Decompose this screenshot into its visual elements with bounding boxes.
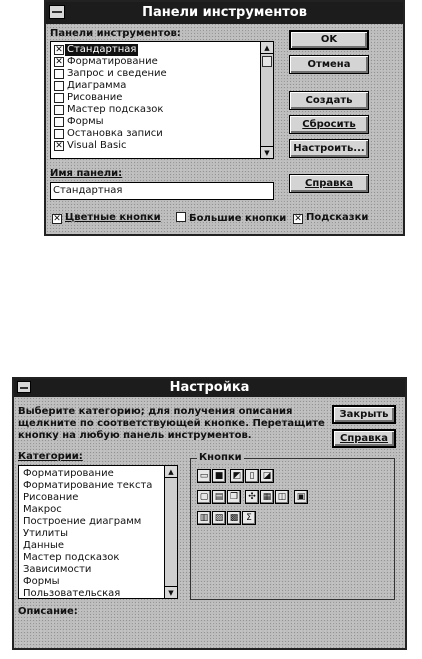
toolbar-list-item-label: Запрос и сведение — [67, 68, 167, 79]
toolbar-list-item-label: Visual Basic — [67, 140, 127, 151]
toolbars-dialog — [44, 0, 405, 236]
unchecked-box-icon[interactable] — [54, 93, 64, 103]
unchecked-box-icon[interactable] — [54, 117, 64, 127]
checked-box-icon[interactable]: ✕ — [55, 141, 63, 151]
preview-icon[interactable]: ◪ — [260, 469, 274, 483]
toolbar-list-item[interactable] — [51, 44, 259, 56]
instructions-line-1: Выберите категорию; для получения описания — [18, 406, 293, 417]
categories-listbox[interactable] — [18, 465, 178, 599]
toolbar-list-item[interactable] — [51, 116, 259, 128]
create-button[interactable]: Создать — [289, 91, 369, 110]
toolbar-list-item[interactable] — [51, 56, 259, 68]
customize-dialog — [12, 377, 407, 650]
new-file-icon[interactable]: ▭ — [197, 469, 211, 483]
category-list-item[interactable] — [19, 588, 163, 599]
toolbar-list-item[interactable] — [51, 80, 259, 92]
color-buttons-label: Цветные кнопки — [65, 212, 161, 223]
category-list-item[interactable] — [19, 480, 163, 492]
instructions-line-3: кнопку на любую панель инструментов. — [18, 430, 252, 441]
table-icon[interactable]: ▦ — [260, 490, 274, 504]
reset-button[interactable]: Сбросить — [289, 115, 369, 134]
copy-icon[interactable]: ❐ — [227, 490, 241, 504]
chart-icon[interactable]: ▨ — [212, 511, 226, 525]
toolbars-title-bar[interactable] — [46, 2, 403, 24]
category-list-item[interactable] — [19, 492, 163, 504]
toolbar-name-input[interactable]: Стандартная — [50, 182, 274, 200]
toolbars-list-label: Панели инструментов: — [50, 28, 181, 39]
scroll-up-icon[interactable]: ▲ — [261, 42, 273, 54]
category-list-item[interactable] — [19, 468, 163, 480]
category-list-item-label: Пользовательская — [23, 588, 121, 599]
category-list-item[interactable] — [19, 576, 163, 588]
window-icon[interactable]: ◫ — [275, 490, 289, 504]
category-list-item-label: Макрос — [23, 504, 62, 515]
unchecked-box-icon[interactable] — [54, 105, 64, 115]
toolbar-list-item-label: Диаграмма — [67, 80, 127, 91]
instructions-line-2: щелкните по соответствующей кнопке. Перетащите — [18, 418, 325, 429]
toolbar-list-item-label: Форматирование — [67, 56, 158, 67]
ok-button[interactable]: OK — [289, 30, 369, 50]
category-list-item[interactable] — [19, 504, 163, 516]
color-buttons-checkbox[interactable] — [52, 212, 161, 224]
close-button[interactable]: Закрыть — [332, 405, 396, 424]
toolbar-list-item[interactable] — [51, 104, 259, 116]
tooltips-check-icon: ✕ — [294, 214, 302, 224]
category-list-item-label: Построение диаграмм — [23, 516, 142, 527]
category-list-item-label: Утилиты — [23, 528, 69, 539]
toolbar-list-item-label: Стандартная — [67, 44, 137, 55]
category-list-item[interactable] — [19, 552, 163, 564]
categories-label: Категории: — [18, 451, 83, 462]
scroll-down-icon[interactable]: ▼ — [165, 586, 177, 598]
toolbar-list-item-label: Остановка записи — [67, 128, 163, 139]
cancel-button[interactable]: Отмена — [289, 55, 369, 74]
customize-title-bar[interactable] — [14, 379, 405, 397]
checked-box-icon[interactable]: ✕ — [55, 57, 63, 67]
toolbar-list-item-label: Формы — [67, 116, 104, 127]
toolbar-list-item[interactable] — [51, 128, 259, 140]
category-list-item-label: Формы — [23, 576, 60, 587]
toolbar-list-item-label: Мастер подсказок — [67, 104, 164, 115]
tools-icon[interactable]: ✣ — [245, 490, 259, 504]
toolbar-list-item[interactable] — [51, 92, 259, 104]
toolbar-list-item-label: Рисование — [67, 92, 123, 103]
category-list-item-label: Рисование — [23, 492, 79, 503]
buttons-group-label: Кнопки — [199, 452, 242, 463]
scroll-down-icon[interactable]: ▼ — [261, 146, 273, 158]
large-buttons-label: Большие кнопки — [189, 213, 287, 224]
checked-box-icon[interactable]: ✕ — [55, 45, 63, 55]
category-list-item[interactable] — [19, 564, 163, 576]
category-list-item-label: Форматирование — [23, 468, 114, 479]
category-list-item-label: Мастер подсказок — [23, 552, 120, 563]
category-list-item[interactable] — [19, 540, 163, 552]
scroll-up-icon[interactable]: ▲ — [165, 466, 177, 478]
category-list-item-label: Зависимости — [23, 564, 92, 575]
save-icon[interactable]: ■ — [212, 469, 226, 483]
category-list-item[interactable] — [19, 528, 163, 540]
grid-icon[interactable]: ▩ — [227, 511, 241, 525]
system-menu-icon[interactable] — [49, 5, 65, 19]
page-icon[interactable]: ▯ — [245, 469, 259, 483]
document-icon[interactable]: ▤ — [212, 490, 226, 504]
color-buttons-check-icon: ✕ — [53, 214, 61, 224]
tooltips-label: Подсказки — [306, 212, 369, 223]
customize-button[interactable]: Настроить... — [289, 139, 369, 158]
large-buttons-checkbox[interactable] — [176, 212, 286, 225]
toolbar-name-label: Имя панели: — [50, 168, 123, 179]
blank-page-icon[interactable]: ▢ — [197, 490, 211, 504]
category-list-item[interactable] — [19, 516, 163, 528]
toolbars-listbox[interactable] — [50, 41, 274, 159]
system-menu-icon[interactable] — [17, 381, 31, 393]
function-icon[interactable]: Σ — [242, 511, 256, 525]
toolbar-list-item[interactable] — [51, 140, 259, 152]
tooltips-checkbox[interactable] — [293, 212, 368, 224]
buttons-groupbox — [190, 452, 395, 600]
customize-dialog-title: Настройка — [169, 380, 250, 395]
open-folder-icon[interactable]: ◩ — [230, 469, 244, 483]
unchecked-box-icon[interactable] — [54, 129, 64, 139]
scroll-thumb[interactable] — [262, 56, 272, 67]
customize-help-button[interactable]: Справка — [332, 429, 396, 448]
help-button[interactable]: Справка — [289, 174, 369, 193]
description-label: Описание: — [18, 606, 78, 617]
toolbars-dialog-title: Панели инструментов — [142, 5, 307, 20]
large-buttons-check-icon — [176, 212, 186, 222]
category-list-item-label: Данные — [23, 540, 65, 551]
sheet-icon[interactable]: ▥ — [197, 511, 211, 525]
unchecked-box-icon[interactable] — [54, 69, 64, 79]
unchecked-box-icon[interactable] — [54, 81, 64, 91]
record-icon[interactable]: ▣ — [294, 490, 308, 504]
categories-scrollbar[interactable] — [164, 466, 177, 598]
toolbar-list-item[interactable] — [51, 68, 259, 80]
toolbars-scrollbar[interactable] — [260, 42, 273, 158]
category-list-item-label: Форматирование текста — [23, 480, 153, 491]
